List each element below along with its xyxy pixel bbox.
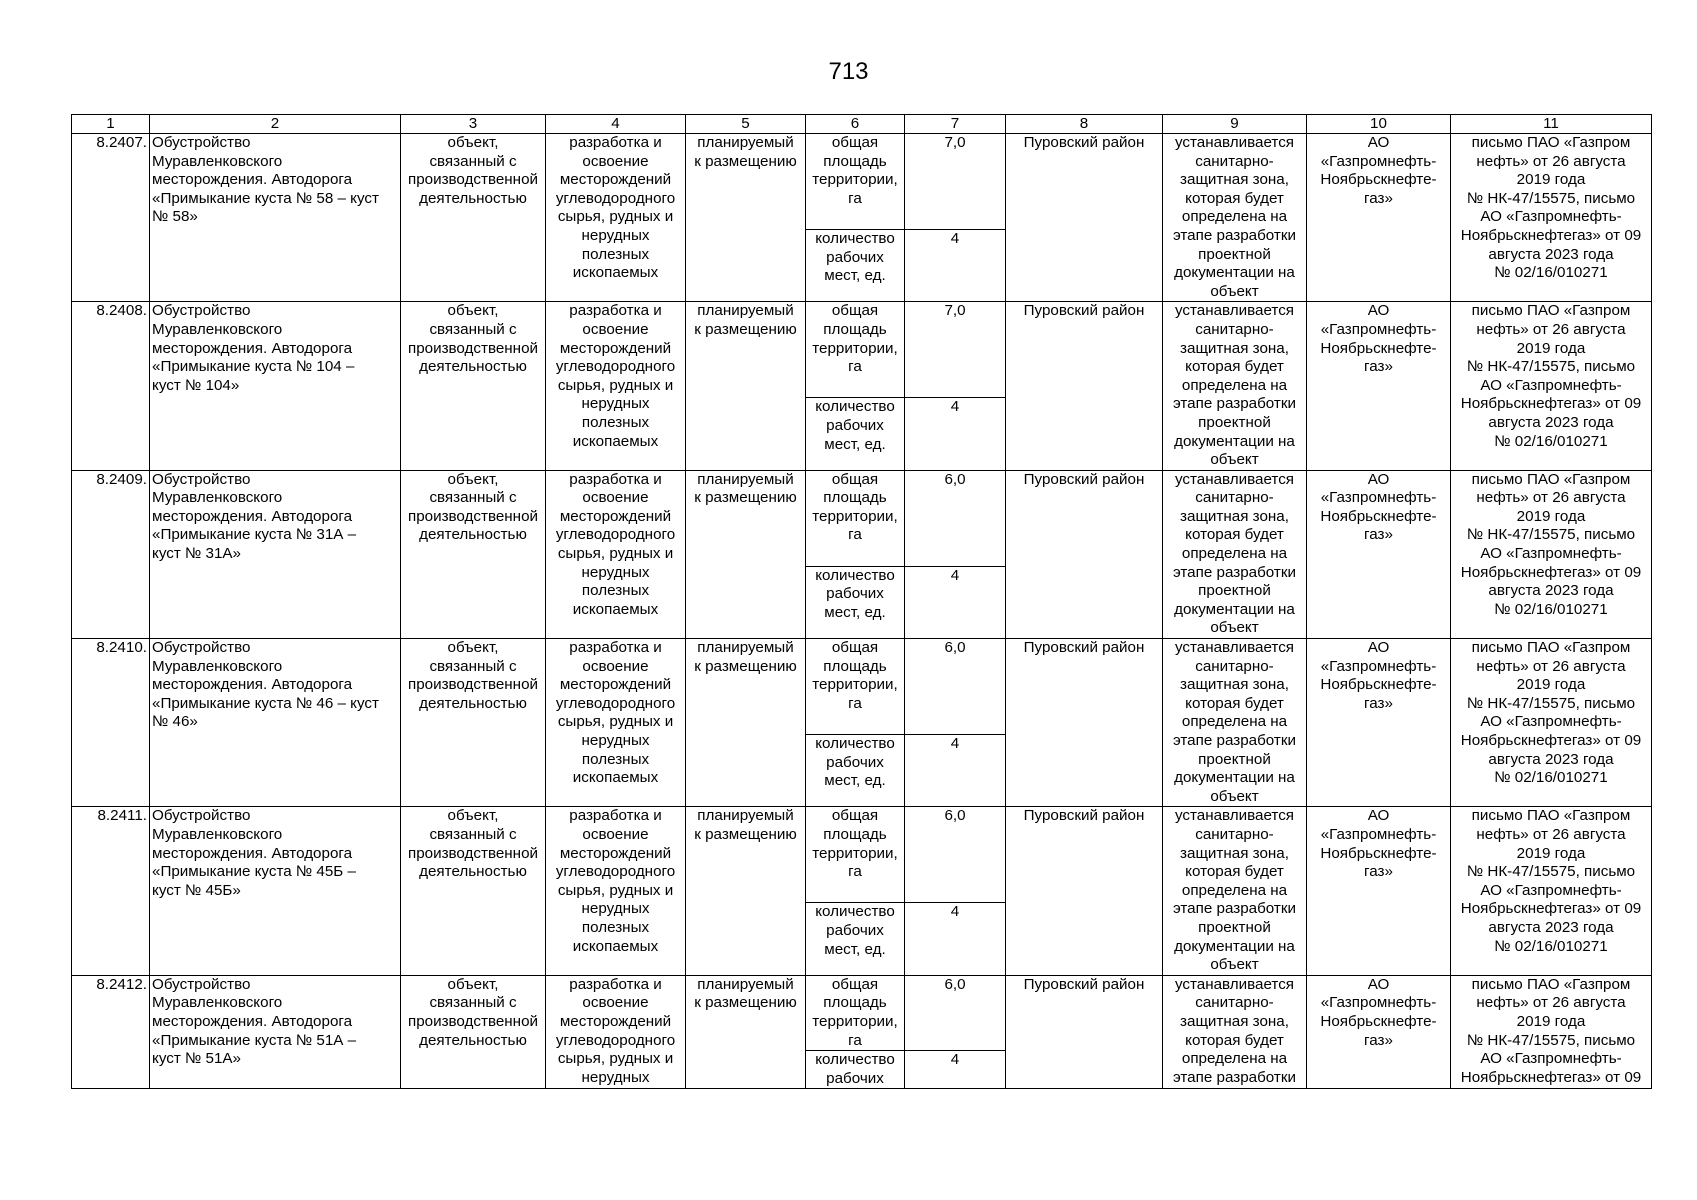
column-number-row	[72, 115, 1652, 134]
basis-document: письмо ПАО «Газпром нефть» от 26 августа 2019 года № НК-47/15575, письмо АО «Газпромнефть- Ноябрьскнефтегаз» от 09 августа 2023 года № 02/16/010271	[1451, 134, 1652, 302]
column-number: 5	[686, 115, 806, 134]
column-number: 3	[401, 115, 546, 134]
object-status: планируемый к размещению	[686, 470, 806, 638]
basis-document: письмо ПАО «Газпром нефть» от 26 августа 2019 года № НК-47/15575, письмо АО «Газпромнефть- Ноябрьскнефтегаз» от 09 августа 2023 года № 02/16/010271	[1451, 639, 1652, 807]
characteristic-workplaces: количество рабочих мест, ед.	[806, 735, 905, 807]
object-name: Обустройство Муравленковского месторождения. Автодорога «Примыкание куста № 51А – куст № 51А»	[150, 975, 401, 1088]
object-purpose: разработка и освоение месторождений углеводородного сырья, рудных и нерудных полезных ископаемых	[546, 302, 686, 470]
characteristic-area: общая площадь территории, га	[806, 807, 905, 903]
characteristic-area: общая площадь территории, га	[806, 975, 905, 1050]
object-location: Пуровский район	[1006, 639, 1163, 807]
organization: АО «Газпромнефть- Ноябрьскнефте- газ»	[1307, 134, 1451, 302]
object-status: планируемый к размещению	[686, 134, 806, 302]
row-number: 8.2408.	[72, 302, 150, 470]
basis-document: письмо ПАО «Газпром нефть» от 26 августа 2019 года № НК-47/15575, письмо АО «Газпромнефть- Ноябрьскнефтегаз» от 09 августа 2023 года № 02/16/010271	[1451, 302, 1652, 470]
characteristic-workplaces: количество рабочих мест, ед.	[806, 398, 905, 470]
object-location: Пуровский район	[1006, 807, 1163, 975]
zone-description: устанавливается санитарно- защитная зона, которая будет определена на этапе разработки	[1163, 975, 1307, 1088]
column-number: 1	[72, 115, 150, 134]
basis-document: письмо ПАО «Газпром нефть» от 26 августа 2019 года № НК-47/15575, письмо АО «Газпромнефть- Ноябрьскнефтегаз» от 09	[1451, 975, 1652, 1088]
object-purpose: разработка и освоение месторождений углеводородного сырья, рудных и нерудных полезных ископаемых	[546, 470, 686, 638]
objects-table	[71, 114, 1652, 1089]
object-name: Обустройство Муравленковского месторождения. Автодорога «Примыкание куста № 31А – куст № 31А»	[150, 470, 401, 638]
row-number: 8.2410.	[72, 639, 150, 807]
value-area: 6,0	[905, 639, 1006, 735]
object-type: объект, связанный с производственной деятельностью	[401, 470, 546, 638]
object-location: Пуровский район	[1006, 134, 1163, 302]
organization: АО «Газпромнефть- Ноябрьскнефте- газ»	[1307, 302, 1451, 470]
basis-document: письмо ПАО «Газпром нефть» от 26 августа 2019 года № НК-47/15575, письмо АО «Газпромнефть- Ноябрьскнефтегаз» от 09 августа 2023 года № 02/16/010271	[1451, 807, 1652, 975]
object-location: Пуровский район	[1006, 302, 1163, 470]
value-area: 6,0	[905, 807, 1006, 903]
characteristic-area: общая площадь территории, га	[806, 470, 905, 566]
value-area: 7,0	[905, 134, 1006, 230]
value-workplaces: 4	[905, 1051, 1006, 1089]
characteristic-area: общая площадь территории, га	[806, 302, 905, 398]
object-purpose: разработка и освоение месторождений углеводородного сырья, рудных и нерудных полезных ископаемых	[546, 807, 686, 975]
object-status: планируемый к размещению	[686, 302, 806, 470]
value-workplaces: 4	[905, 735, 1006, 807]
row-number: 8.2409.	[72, 470, 150, 638]
zone-description: устанавливается санитарно- защитная зона, которая будет определена на этапе разработки проектной документации на объект	[1163, 302, 1307, 470]
value-workplaces: 4	[905, 398, 1006, 470]
row-number: 8.2412.	[72, 975, 150, 1088]
table-body	[72, 115, 1652, 1089]
zone-description: устанавливается санитарно- защитная зона, которая будет определена на этапе разработки проектной документации на объект	[1163, 807, 1307, 975]
characteristic-area: общая площадь территории, га	[806, 134, 905, 230]
organization: АО «Газпромнефть- Ноябрьскнефте- газ»	[1307, 470, 1451, 638]
object-status: планируемый к размещению	[686, 975, 806, 1088]
value-workplaces: 4	[905, 903, 1006, 975]
table-row	[72, 134, 1652, 230]
object-name: Обустройство Муравленковского месторождения. Автодорога «Примыкание куста № 58 – куст № 58»	[150, 134, 401, 302]
characteristic-workplaces	[806, 1051, 905, 1089]
object-location: Пуровский район	[1006, 975, 1163, 1088]
column-number: 6	[806, 115, 905, 134]
object-type: объект, связанный с производственной деятельностью	[401, 134, 546, 302]
table-row	[72, 639, 1652, 735]
row-number: 8.2411.	[72, 807, 150, 975]
characteristic-workplaces-text: количество рабочих	[815, 1051, 895, 1087]
object-location: Пуровский район	[1006, 470, 1163, 638]
organization: АО «Газпромнефть- Ноябрьскнефте- газ»	[1307, 639, 1451, 807]
value-area: 6,0	[905, 975, 1006, 1050]
object-status: планируемый к размещению	[686, 807, 806, 975]
object-purpose: разработка и освоение месторождений углеводородного сырья, рудных и нерудных полезных ископаемых	[546, 134, 686, 302]
column-number: 11	[1451, 115, 1652, 134]
zone-description: устанавливается санитарно- защитная зона, которая будет определена на этапе разработки проектной документации на объект	[1163, 134, 1307, 302]
page-number: 713	[828, 58, 869, 85]
object-type: объект, связанный с производственной деятельностью	[401, 975, 546, 1088]
object-name: Обустройство Муравленковского месторождения. Автодорога «Примыкание куста № 46 – куст № 46»	[150, 639, 401, 807]
characteristic-workplaces: количество рабочих мест, ед.	[806, 230, 905, 302]
table-row	[72, 302, 1652, 398]
zone-description: устанавливается санитарно- защитная зона, которая будет определена на этапе разработки проектной документации на объект	[1163, 639, 1307, 807]
characteristic-area: общая площадь территории, га	[806, 639, 905, 735]
row-number: 8.2407.	[72, 134, 150, 302]
column-number: 7	[905, 115, 1006, 134]
organization: АО «Газпромнефть- Ноябрьскнефте- газ»	[1307, 975, 1451, 1088]
table-row	[72, 807, 1652, 903]
column-number: 2	[150, 115, 401, 134]
value-area: 6,0	[905, 470, 1006, 566]
value-workplaces: 4	[905, 230, 1006, 302]
organization: АО «Газпромнефть- Ноябрьскнефте- газ»	[1307, 807, 1451, 975]
object-purpose: разработка и освоение месторождений углеводородного сырья, рудных и нерудных	[546, 975, 686, 1088]
object-type: объект, связанный с производственной деятельностью	[401, 639, 546, 807]
table-row	[72, 470, 1652, 566]
column-number: 9	[1163, 115, 1307, 134]
column-number: 8	[1006, 115, 1163, 134]
column-number: 10	[1307, 115, 1451, 134]
zone-description: устанавливается санитарно- защитная зона, которая будет определена на этапе разработки проектной документации на объект	[1163, 470, 1307, 638]
object-type: объект, связанный с производственной деятельностью	[401, 807, 546, 975]
object-name: Обустройство Муравленковского месторождения. Автодорога «Примыкание куста № 45Б – куст № 45Б»	[150, 807, 401, 975]
value-area: 7,0	[905, 302, 1006, 398]
object-status: планируемый к размещению	[686, 639, 806, 807]
column-number: 4	[546, 115, 686, 134]
basis-document: письмо ПАО «Газпром нефть» от 26 августа 2019 года № НК-47/15575, письмо АО «Газпромнефть- Ноябрьскнефтегаз» от 09 августа 2023 года № 02/16/010271	[1451, 470, 1652, 638]
object-name: Обустройство Муравленковского месторождения. Автодорога «Примыкание куста № 104 – куст № 104»	[150, 302, 401, 470]
object-purpose: разработка и освоение месторождений углеводородного сырья, рудных и нерудных полезных ископаемых	[546, 639, 686, 807]
table-row	[72, 975, 1652, 1050]
value-workplaces: 4	[905, 566, 1006, 638]
characteristic-workplaces: количество рабочих мест, ед.	[806, 903, 905, 975]
object-type: объект, связанный с производственной деятельностью	[401, 302, 546, 470]
characteristic-workplaces: количество рабочих мест, ед.	[806, 566, 905, 638]
